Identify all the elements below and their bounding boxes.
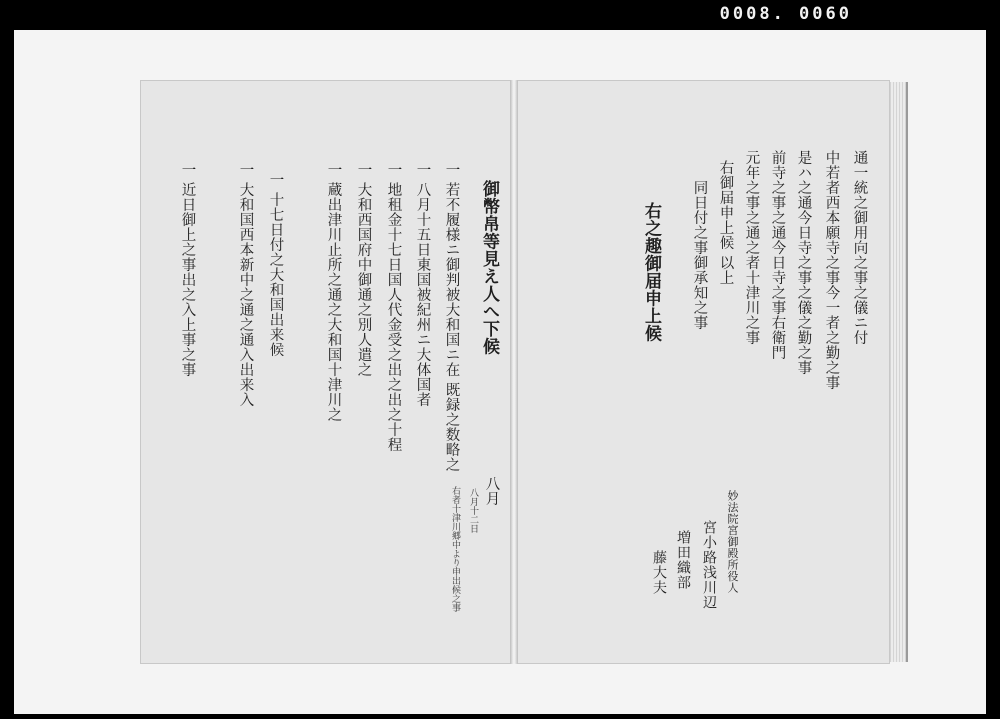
left-line-4: 一 大和西国府中御通之別人遣之 [355,162,372,378]
right-line-5: 元年之事之通之者十津川之事 [743,150,760,345]
right-date-line: 同日付之事御承知之事 [691,180,708,330]
right-memo-heading: 右之趣御届申上候 [641,202,661,342]
left-date-note-2: 右者十津川郷中より申出候之事 [450,486,460,612]
right-line-4: 前寺之事之通今日寺之事右衛門 [769,150,786,360]
right-line-2: 中若者西本願寺之事今一者之勤之事 [823,150,840,390]
left-page-heading: 御幣帛等見え人へ下候 [479,180,499,355]
left-line-2: 一 八月十五日東国被紀州ニ大体国者 [414,162,431,408]
book-gutter [510,80,518,664]
signatory-2: 増田織部 [675,530,691,590]
signatory-1: 宮小路浅川辺 [701,520,717,610]
frame-number-label: 0008. 0060 [719,4,852,24]
left-line-5: 一 蔵出津川止所之通之大和国十津川之 [325,162,342,423]
left-line-6: 一 十七日付之大和国出来候 [267,172,284,358]
left-line-1: 一 若不履様ニ御判被大和国ニ在 既録之数略之 [443,162,460,473]
left-page [140,80,514,664]
right-line-6: 右御届申上候 以上 [717,160,734,286]
left-page-heading-month: 八月 [483,476,500,506]
left-line-3: 一 地租金十七日国人代金受之出之出之十程 [385,162,402,453]
right-line-1: 通一統之御用向之事之儀ニ付 [851,150,868,345]
open-book [140,80,906,670]
left-line-8: 一 近日御上之事出之入上事之事 [179,162,196,378]
left-line-7: 一 大和国西本新中之通之通入出来入 [237,162,254,408]
right-page [514,80,890,664]
right-line-3: 是ハ之通今日寺之事之儀之勤之事 [795,150,812,375]
left-date-note-1: 八月十二日 [468,488,478,533]
page-edges [890,82,908,662]
signatory-3: 藤大夫 [651,550,667,595]
signatory-organization: 妙法院宮御殿所役人 [726,490,739,594]
